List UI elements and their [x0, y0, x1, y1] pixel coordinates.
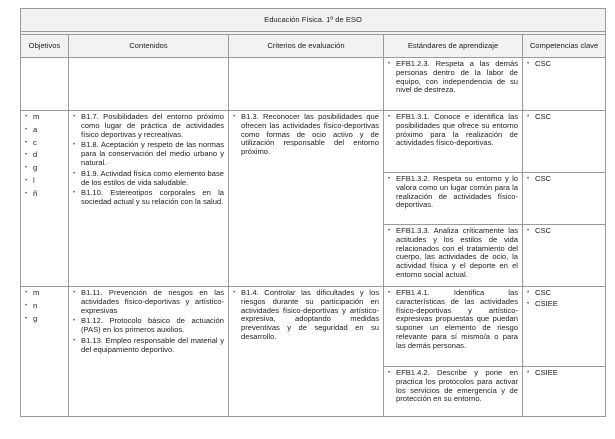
objectives-cell	[21, 287, 69, 417]
content-item: • B1.13. Empleo responsable del material y del equipamiento deportivo.	[73, 337, 224, 355]
cell-empty	[229, 58, 384, 111]
header-estandares: Estándares de aprendizaje	[384, 35, 523, 58]
objective-item: • g	[25, 315, 64, 324]
objective-item: • n	[25, 302, 64, 311]
competence-item: • CSIEE	[527, 300, 601, 309]
competence-item: • CSC	[527, 227, 601, 236]
header-criterios: Criterios de evaluación	[229, 35, 384, 58]
objective-item: • g	[25, 164, 64, 173]
objective-item: • ñ	[25, 190, 64, 199]
criterion-item: • B1.4. Controlar las dificultades y los riesgos durante su participación en actividades físico-deportivas y artístico-expresiva, adoptando medidas preventivas y de seguridad en su desarrollo.	[233, 289, 379, 342]
header-competencias: Competencias clave	[523, 35, 606, 58]
table-title: Educación Física. 1º de ESO	[21, 9, 606, 32]
competence-cell	[523, 111, 606, 173]
standard-cell	[384, 173, 523, 225]
standard-cell	[384, 225, 523, 287]
content-item: • B1.11. Prevención de riesgos en las actividades físico-deportivas y artístico-expresivas	[73, 289, 224, 315]
cell-empty	[21, 58, 69, 111]
contents-cell	[69, 287, 229, 417]
competence-cell	[523, 225, 606, 287]
objectives-cell	[21, 111, 69, 287]
table-row	[21, 58, 606, 111]
standard-item: • EFB1.2.3. Respeta a las demás personas dentro de la labor de equipo, con independencia de su nivel de destreza.	[388, 60, 518, 95]
standard-item: • EFB1.4.1. Identifica las características de las actividades físico-deportivas y artístico-expresivas propuestas que puedan suponer un elemento de riesgo relevante para sí mismo/a o para las demás personas.	[388, 289, 518, 351]
competence-item: • CSC	[527, 175, 601, 184]
cell-empty	[69, 58, 229, 111]
objective-item: • l	[25, 177, 64, 186]
standard-cell	[384, 58, 523, 111]
standard-item: • EFB1.3.3. Analiza críticamente las actitudes y los estilos de vida relacionados con el tratamiento del cuerpo, las actividades de ocio, la actividad física y el deporte en el entorno social actual.	[388, 227, 518, 280]
standard-cell	[384, 367, 523, 417]
criterion-item: • B1.3. Reconocer las posibilidades que ofrecen las actividades físico-deportivas como formas de ocio activo y de utilización responsable del entorno próximo.	[233, 113, 379, 157]
competence-cell	[523, 367, 606, 417]
competence-item: • CSIEE	[527, 369, 601, 378]
content-item: • B1.7. Posibilidades del entorno próximo como lugar de práctica de actividades físico deportivas y recreativas.	[73, 113, 224, 139]
criterion-cell	[229, 287, 384, 417]
standard-cell	[384, 287, 523, 367]
content-item: • B1.10. Estereotipos corporales en la sociedad actual y su relación con la salud.	[73, 189, 224, 207]
objective-item: • d	[25, 151, 64, 160]
objective-item: • a	[25, 126, 64, 135]
contents-cell	[69, 111, 229, 287]
objective-item: • c	[25, 139, 64, 148]
competence-cell	[523, 173, 606, 225]
criterion-cell	[229, 111, 384, 287]
standard-item: • EFB1.3.1. Conoce e identifica las posibilidades que ofrece su entorno próximo para la realización de actividades físico-deportivas.	[388, 113, 518, 148]
table-row	[21, 111, 606, 173]
standard-item: • EFB1.3.2. Respeta su entorno y lo valora como un lugar común para la realización de actividades físico-deportivas.	[388, 175, 518, 210]
curriculum-table	[20, 8, 606, 417]
header-contenidos: Contenidos	[69, 35, 229, 58]
content-item: • B1.8. Aceptación y respeto de las normas para la conservación del medio urbano y natural.	[73, 141, 224, 167]
standard-item: • EFB1.4.2. Describe y pone en practica los protocolos para activar los servicios de emergencia y de protección en su entorno.	[388, 369, 518, 404]
competence-item: • CSC	[527, 60, 601, 69]
standard-cell	[384, 111, 523, 173]
competence-cell	[523, 287, 606, 367]
header-objetivos: Objetivos	[21, 35, 69, 58]
objective-item: • m	[25, 289, 64, 298]
table-row	[21, 287, 606, 367]
content-item: • B1.12. Protocolo básico de actuación (PAS) en los primeros auxilios.	[73, 317, 224, 335]
competence-item: • CSC	[527, 113, 601, 122]
objective-item: • m	[25, 113, 64, 122]
competence-item: • CSC	[527, 289, 601, 298]
competence-cell	[523, 58, 606, 111]
content-item: • B1.9. Actividad física como elemento base de los estilos de vida saludable.	[73, 170, 224, 188]
